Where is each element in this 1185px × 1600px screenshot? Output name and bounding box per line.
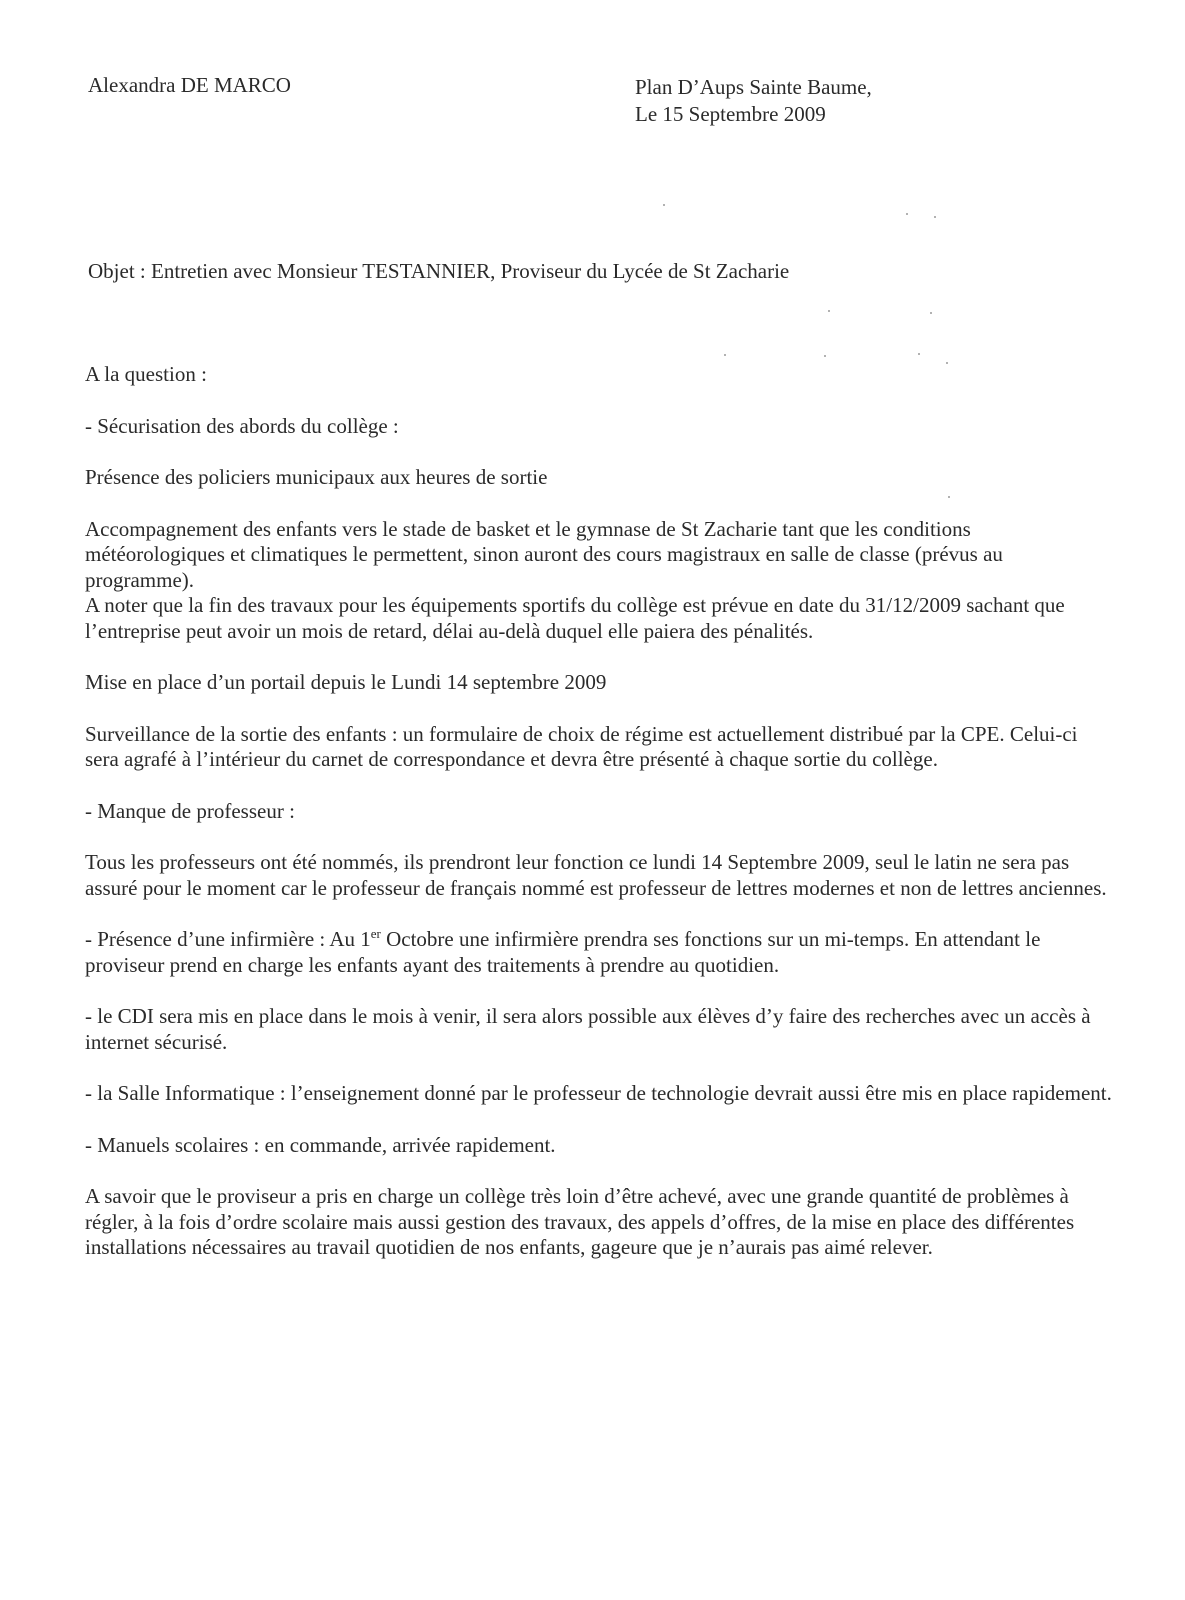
subject-line: Objet : Entretien avec Monsieur TESTANNIER, Proviseur du Lycée de St Zacharie (88, 259, 790, 283)
infirmiere-text-end: Octobre une infirmière prendra ses fonctions sur un mi-temps. En attendant le proviseur prend en charge les enfants ayant des traitements à prendre au quotidien. (85, 927, 1041, 977)
section-heading-securite: - Sécurisation des abords du collège : (85, 413, 399, 438)
paragraph-conclusion: A savoir que le proviseur a pris en charge un collège très loin d’être achevé, avec une grande quantité de problèmes à régler, à la fois d’ordre scolaire mais aussi gestion des travaux, des appels d’offres, de la mise en place des différentes installations nécessaires au travail quotidien de nos enfants, gageure que je n’aurais pas aimé relever. (85, 1184, 1075, 1259)
sender-name: Alexandra DE MARCO (88, 73, 291, 97)
paragraph-portail: Mise en place d’un portail depuis le Lundi 14 septembre 2009 (85, 670, 607, 694)
date-line: Le 15 Septembre 2009 (635, 102, 826, 126)
scan-speck (946, 362, 948, 364)
place-date-block (635, 74, 872, 128)
scan-speck (663, 204, 665, 206)
intro-line: A la question : (85, 362, 207, 386)
paragraph-accompagnement: Accompagnement des enfants vers le stade de basket et le gymnase de St Zacharie tant que les conditions météorologiques et climatiques le permettent, sinon auront des cours magistraux en salle de classe (prévus au programme). (85, 516, 1003, 592)
paragraph-manuels: - Manuels scolaires : en commande, arrivée rapidement. (85, 1132, 556, 1157)
scan-speck (948, 496, 950, 498)
infirmiere-ordinal-suffix: er (370, 926, 381, 941)
letter-body (85, 362, 1115, 1261)
paragraph-surveillance: Surveillance de la sortie des enfants : un formulaire de choix de régime est actuellement distribué par la CPE. Celui-ci sera agrafé à l’intérieur du carnet de correspondance et devra être présenté à chaque sortie du collège. (85, 721, 1078, 771)
scan-speck (934, 216, 936, 218)
scan-speck (906, 213, 908, 215)
paragraph-infirmiere (85, 927, 1115, 978)
paragraph-travaux: A noter que la fin des travaux pour les équipements sportifs du collège est prévue en date du 31/12/2009 sachant que l’entreprise peut avoir un mois de retard, délai au-delà duquel elle paiera des pénalités. (85, 593, 1065, 643)
scan-speck (824, 355, 826, 357)
paragraph-informatique: - la Salle Informatique : l’enseignement donné par le professeur de technologie devrait aussi être mis en place rapidement. (85, 1081, 1112, 1105)
scan-speck (828, 310, 830, 312)
section-heading-professeur: - Manque de professeur : (85, 798, 295, 823)
place-line: Plan D’Aups Sainte Baume, (635, 75, 872, 99)
scan-speck (930, 312, 932, 314)
scan-speck (918, 353, 920, 355)
paragraph-professeurs: Tous les professeurs ont été nommés, ils prendront leur fonction ce lundi 14 Septembre 2009, seul le latin ne sera pas assuré pour le moment car le professeur de français nommé est professeur de lettres modernes et non de lettres anciennes. (85, 850, 1107, 900)
infirmiere-text-start: - Présence d’une infirmière : Au 1 (85, 927, 371, 951)
paragraph-policiers: Présence des policiers municipaux aux heures de sortie (85, 465, 548, 489)
paragraph-cdi: - le CDI sera mis en place dans le mois à venir, il sera alors possible aux élèves d’y faire des recherches avec un accès à internet sécurisé. (85, 1004, 1091, 1054)
scan-speck (724, 354, 726, 356)
